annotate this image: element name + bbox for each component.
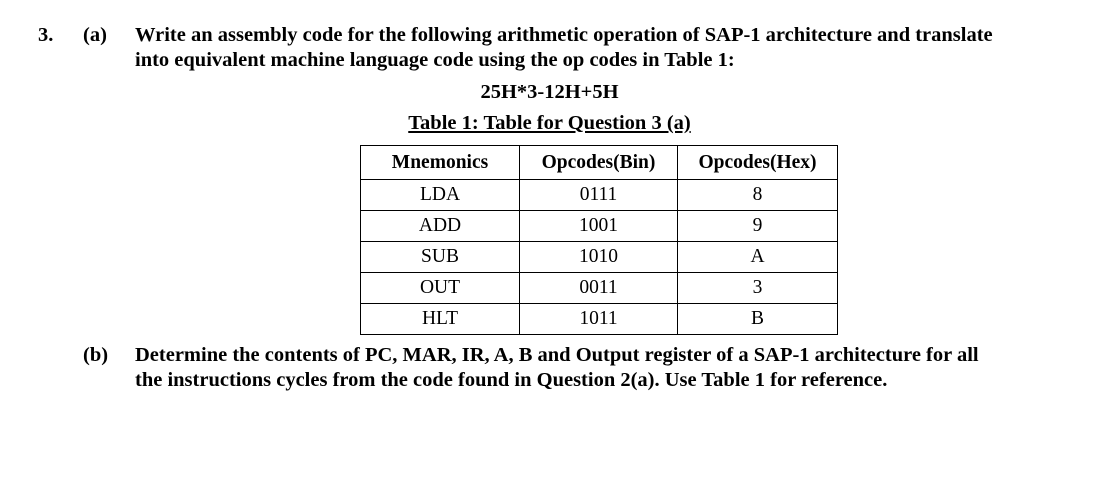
cell-opcode-hex: A [678,242,838,273]
cell-opcode-bin: 0111 [520,180,678,211]
cell-mnemonic: LDA [361,180,520,211]
arithmetic-expression: 25H*3-12H+5H [480,81,619,103]
table-row [361,273,838,304]
table-caption-text: Table 1: Table for Question 3 (a) [408,112,691,134]
table-row [361,180,838,211]
question-number: 3. [38,24,54,46]
cell-mnemonic: ADD [361,211,520,242]
table-row [361,242,838,273]
cell-opcode-hex: B [678,304,838,335]
table-row [361,304,838,335]
part-a-text-line-1: Write an assembly code for the following arithmetic operation of SAP-1 architecture and translate [135,24,993,46]
part-a-text-line-2: into equivalent machine language code using the op codes in Table 1: [135,49,735,71]
cell-opcode-hex: 8 [678,180,838,211]
table-row [361,211,838,242]
part-b-label: (b) [83,344,109,366]
header-opcodes-hex: Opcodes(Hex) [678,146,838,180]
cell-opcode-bin: 1011 [520,304,678,335]
opcode-table [360,145,838,335]
header-opcodes-bin: Opcodes(Bin) [520,146,678,180]
cell-mnemonic: HLT [361,304,520,335]
cell-opcode-bin: 0011 [520,273,678,304]
cell-opcode-bin: 1001 [520,211,678,242]
cell-opcode-hex: 3 [678,273,838,304]
part-b-text-line-1: Determine the contents of PC, MAR, IR, A, B and Output register of a SAP-1 architecture for all [135,344,979,366]
cell-mnemonic: OUT [361,273,520,304]
cell-mnemonic: SUB [361,242,520,273]
table-header-row [361,146,838,180]
header-mnemonics: Mnemonics [361,146,520,180]
cell-opcode-hex: 9 [678,211,838,242]
cell-opcode-bin: 1010 [520,242,678,273]
part-a-label: (a) [83,24,107,46]
table-caption [0,111,1099,136]
part-b-text-line-2: the instructions cycles from the code found in Question 2(a). Use Table 1 for reference. [135,369,888,391]
